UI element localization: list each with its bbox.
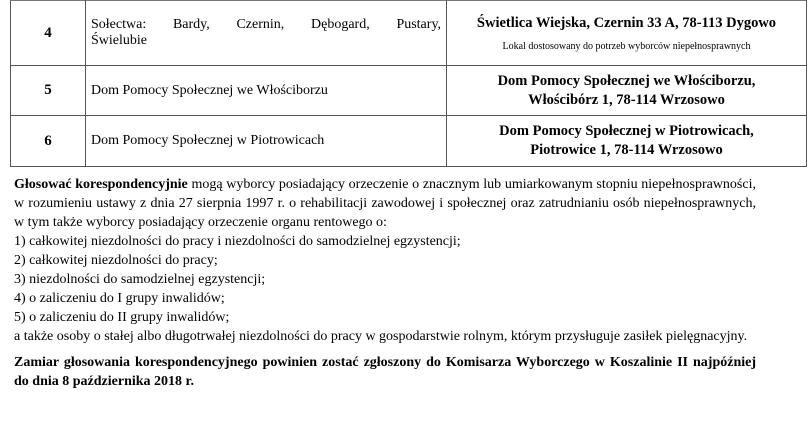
polling-place bbox=[447, 66, 807, 116]
deadline-notice: Zamiar głosowania korespondencyjnego powinien zostać zgłoszony do Komisarza Wyborczego w Koszalinie II najpóźniej do dnia 8 października 2018 r. bbox=[14, 355, 756, 389]
intro-paragraph bbox=[14, 175, 756, 232]
polling-districts-table bbox=[10, 0, 807, 167]
table-row bbox=[11, 1, 807, 66]
polling-place bbox=[447, 1, 807, 66]
list-item: 2) całkowitej niezdolności do pracy; bbox=[14, 253, 218, 268]
district-area-line1 bbox=[91, 17, 441, 33]
polling-place-address: Piotrowice 1, 78-114 Wrzosowo bbox=[530, 142, 723, 158]
table-row bbox=[11, 116, 807, 167]
also-paragraph: a także osoby o stałej albo długotrwałej niezdolności do pracy w gospodarstwie rolnym, którym przysługuje zasiłek pielęgnacyjny. bbox=[14, 329, 748, 344]
list-item: 5) o zaliczeniu do II grupy inwalidów; bbox=[14, 310, 230, 325]
polling-place-address: Włościbórz 1, 78-114 Wrzosowo bbox=[528, 91, 725, 108]
polling-place bbox=[447, 116, 807, 167]
list-item: 1) całkowitej niezdolności do pracy i niezdolności do samodzielnej egzystencji; bbox=[14, 234, 461, 249]
area-word: Czernin, bbox=[236, 17, 285, 32]
postal-voting-info bbox=[14, 175, 756, 391]
intro-text: mogą wyborcy posiadający orzeczenie o znacznym lub umiarkowanym stopniu niepełnosprawności, w rozumieniu ustawy z dnia 27 sierpnia 1997 r. o rehabilitacji zawodowej i społecznej oraz zatrudnianiu osób niepełnosprawnych, w tym także wyborcy posiadający orzeczenie organu rentowego o: bbox=[14, 177, 756, 230]
district-area: Dom Pomocy Społecznej we Włościborzu bbox=[86, 66, 447, 116]
district-number: 5 bbox=[11, 66, 86, 116]
table-row bbox=[11, 66, 807, 116]
district-number: 6 bbox=[11, 116, 86, 167]
list-item: 4) o zaliczeniu do I grupy inwalidów; bbox=[14, 291, 225, 306]
polling-place-name: Dom Pomocy Społecznej w Piotrowicach, bbox=[499, 123, 754, 139]
polling-place-address: Świetlica Wiejska, Czernin 33 A, 78-113 Dygowo bbox=[476, 14, 777, 31]
area-word: Pustary, bbox=[396, 17, 442, 32]
area-word: Bardy, bbox=[172, 17, 210, 32]
area-word: Sołectwa: bbox=[91, 17, 147, 32]
district-area-line2: Świelubie bbox=[91, 33, 147, 48]
intro-bold-phrase: Głosować korespondencyjnie bbox=[14, 177, 188, 192]
area-word: Dębogard, bbox=[311, 17, 370, 32]
polling-place-name: Dom Pomocy Społecznej we Włościborzu, bbox=[497, 72, 756, 89]
accessibility-note: Lokal dostosowany do potrzeb wyborców niepełnosprawnych bbox=[502, 40, 751, 52]
district-number: 4 bbox=[11, 1, 86, 66]
district-area: Dom Pomocy Społecznej w Piotrowicach bbox=[86, 116, 447, 167]
list-item: 3) niezdolności do samodzielnej egzystencji; bbox=[14, 272, 266, 287]
district-area bbox=[86, 1, 447, 66]
